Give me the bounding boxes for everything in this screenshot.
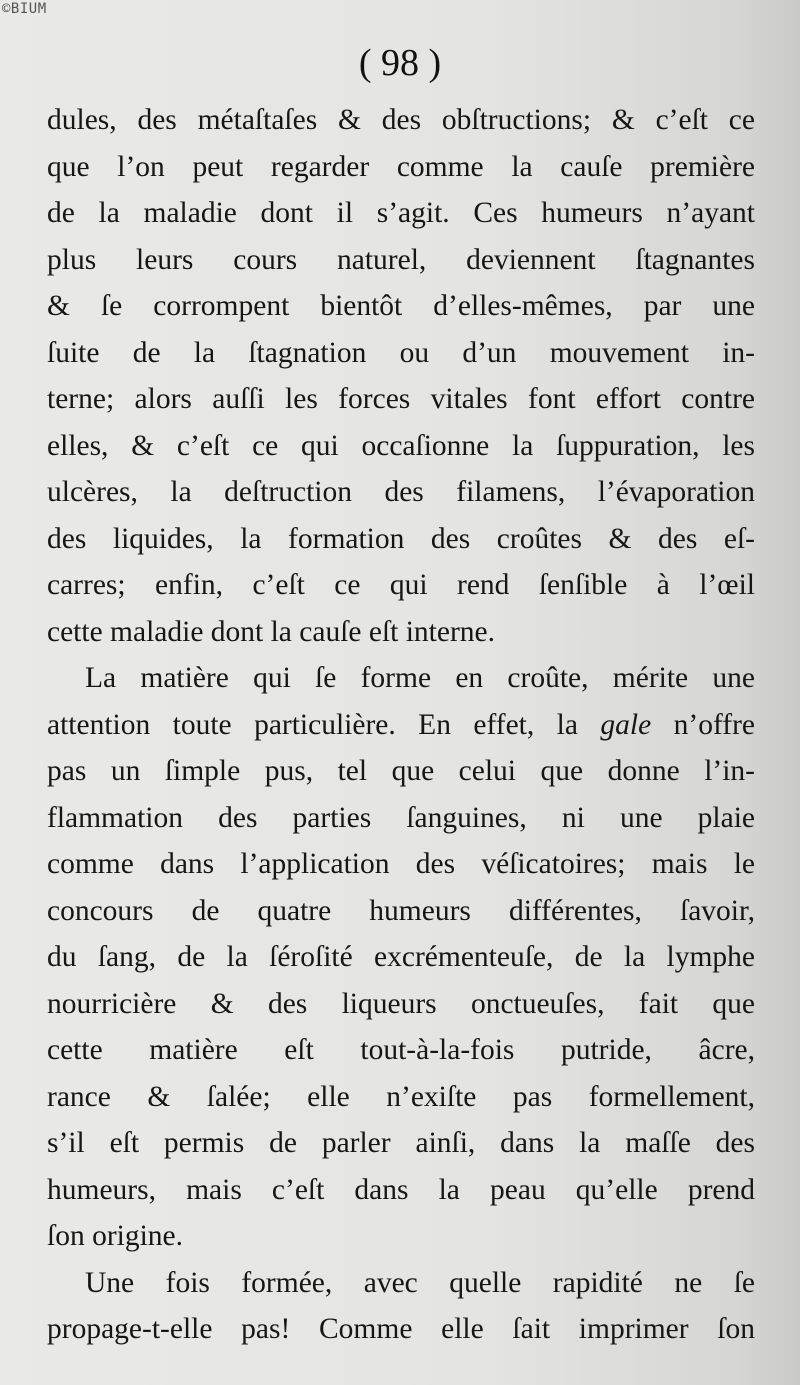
italic-term: gale bbox=[600, 708, 652, 741]
text-line: cette maladie dont la cauſe eſt interne. bbox=[47, 615, 496, 648]
text-line: Une fois formée, avec quelle rapidité ne ſe bbox=[85, 1266, 755, 1299]
text-line: humeurs, mais c’eſt dans la peau qu’elle prend bbox=[47, 1173, 755, 1206]
text-line: cette matière eſt tout-à-la-fois putride, âcre, bbox=[47, 1034, 755, 1066]
text-line: & ſe corrompent bientôt d’elles-mêmes, par une bbox=[47, 290, 755, 322]
text-line: nourricière & des liqueurs onctueuſes, fait que bbox=[47, 987, 755, 1020]
text-line: plus leurs cours naturel, deviennent ſtagnantes bbox=[47, 243, 755, 276]
text-line: comme dans l’application des véſicatoires; mais le bbox=[47, 848, 755, 880]
text-line: des liquides, la formation des croûtes & des eſ- bbox=[47, 522, 755, 555]
text-line: de la maladie dont il s’agit. Ces humeurs n’ayant bbox=[47, 197, 755, 229]
text-line: propage-t-elle pas! Comme elle ſait imprimer ſon bbox=[47, 1313, 755, 1345]
text-line: ulcères, la deſtruction des filamens, l’évaporation bbox=[47, 476, 755, 508]
text-line: dules, des métaſtaſes & des obſtructions; & c’eſt ce bbox=[47, 104, 755, 136]
text-line: carres; enfin, c’eſt ce qui rend ſenſible à l’œil bbox=[47, 569, 755, 601]
text-line: que l’on peut regarder comme la cauſe première bbox=[47, 150, 755, 183]
text-line-with-italic: attention toute particulière. En effet, la gale n’offre bbox=[47, 708, 755, 741]
text-line: flammation des parties ſanguines, ni une plaie bbox=[47, 801, 755, 834]
text-line: s’il eſt permis de parler ainſi, dans la maſſe des bbox=[47, 1127, 755, 1159]
text-line: du ſang, de la ſéroſité excrémenteuſe, de la lymphe bbox=[47, 941, 755, 973]
page-number: ( 98 ) bbox=[358, 42, 442, 84]
text-line: terne; alors auſſi les forces vitales font effort contre bbox=[47, 383, 755, 415]
text-line: concours de quatre humeurs différentes, ſavoir, bbox=[47, 894, 755, 927]
text-line: elles, & c’eſt ce qui occaſionne la ſuppuration, les bbox=[47, 429, 755, 462]
text-line: rance & ſalée; elle n’exiſte pas formellement, bbox=[47, 1080, 755, 1113]
body-text bbox=[47, 97, 755, 1353]
text-line: ſuite de la ſtagnation ou d’un mouvement in- bbox=[47, 336, 755, 369]
text-line: pas un ſimple pus, tel que celui que donne l’in- bbox=[47, 755, 755, 787]
text-line: La matière qui ſe forme en croûte, mérite une bbox=[85, 662, 755, 694]
watermark: ©BIUM bbox=[2, 1, 47, 17]
text-line: ſon origine. bbox=[47, 1220, 184, 1252]
